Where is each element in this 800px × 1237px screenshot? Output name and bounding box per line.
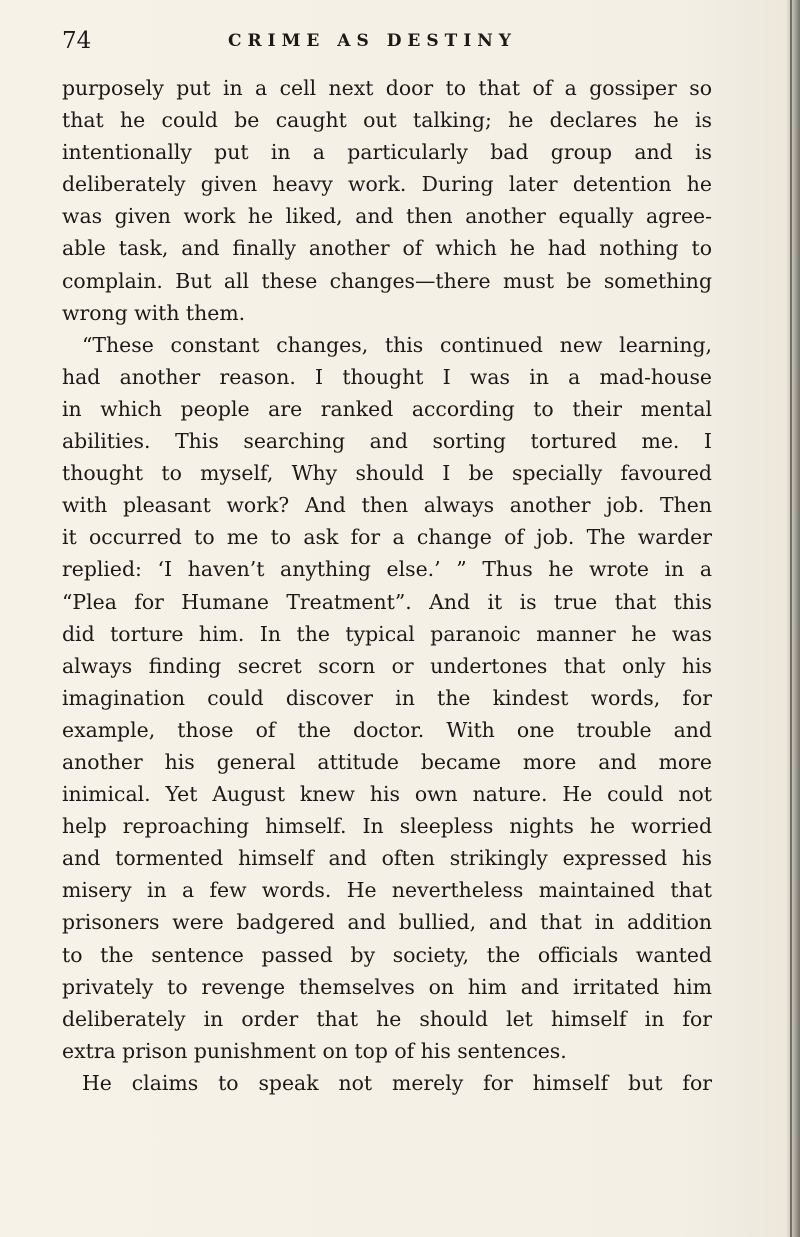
text-line: deliberately given heavy work. During later detention he — [62, 172, 712, 197]
page-edge-line — [790, 0, 792, 1237]
page-edge-shadow — [786, 0, 800, 1237]
text-line: intentionally put in a particularly bad group and is — [62, 140, 712, 165]
text-line: another his general attitude became more and more — [62, 749, 712, 774]
text-line: example, those of the doctor. With one trouble and — [62, 717, 712, 742]
text-line: did torture him. In the typical paranoic manner he was — [62, 621, 712, 646]
text-line: misery in a few words. He nevertheless maintained that — [62, 878, 712, 903]
text-line: in which people are ranked according to their mental — [62, 396, 712, 421]
text-line: imagination could discover in the kindest words, for — [62, 685, 712, 710]
text-line: was given work he liked, and then another equally agree- — [62, 204, 712, 229]
text-line: with pleasant work? And then always another job. Then — [62, 493, 712, 518]
text-line: wrong with them. — [62, 300, 246, 325]
text-line: able task, and finally another of which he had nothing to — [62, 236, 712, 261]
text-line: extra prison punishment on top of his sentences. — [62, 1038, 567, 1063]
text-line: replied: ‘I haven’t anything else.’ ” Thus he wrote in a — [62, 557, 712, 582]
text-line: He claims to speak not merely for himself but for — [82, 1070, 712, 1095]
text-line: always finding secret scorn or undertones that only his — [62, 653, 712, 678]
text-line: abilities. This searching and sorting tortured me. I — [62, 429, 712, 454]
text-line: prisoners were badgered and bullied, and that in addition — [62, 910, 712, 935]
text-line: and tormented himself and often strikingly expressed his — [62, 846, 712, 871]
text-line: to the sentence passed by society, the officials wanted — [62, 942, 712, 967]
text-line: inimical. Yet August knew his own nature. He could not — [62, 782, 712, 807]
text-line: that he could be caught out talking; he declares he is — [62, 108, 712, 133]
text-line: complain. But all these changes—there must be something — [62, 268, 712, 293]
text-line: purposely put in a cell next door to that of a gossiper so — [62, 76, 712, 100]
page-header — [62, 28, 712, 60]
text-line: “Plea for Humane Treatment”. And it is true that this — [62, 589, 712, 614]
body-text — [62, 72, 712, 1099]
text-line: had another reason. I thought I was in a mad-house — [62, 364, 712, 389]
text-line: help reproaching himself. In sleepless nights he worried — [62, 814, 712, 839]
text-line: thought to myself, Why should I be specially favoured — [62, 461, 712, 486]
text-line: privately to revenge themselves on him and irritated him — [62, 974, 712, 999]
text-line: it occurred to me to ask for a change of job. The warder — [62, 525, 712, 550]
text-line: “These constant changes, this continued new learning, — [82, 332, 712, 357]
page-number: 74 — [62, 28, 92, 54]
running-title: CRIME AS DESTINY — [228, 31, 517, 51]
text-line: deliberately in order that he should let himself in for — [62, 1006, 712, 1031]
